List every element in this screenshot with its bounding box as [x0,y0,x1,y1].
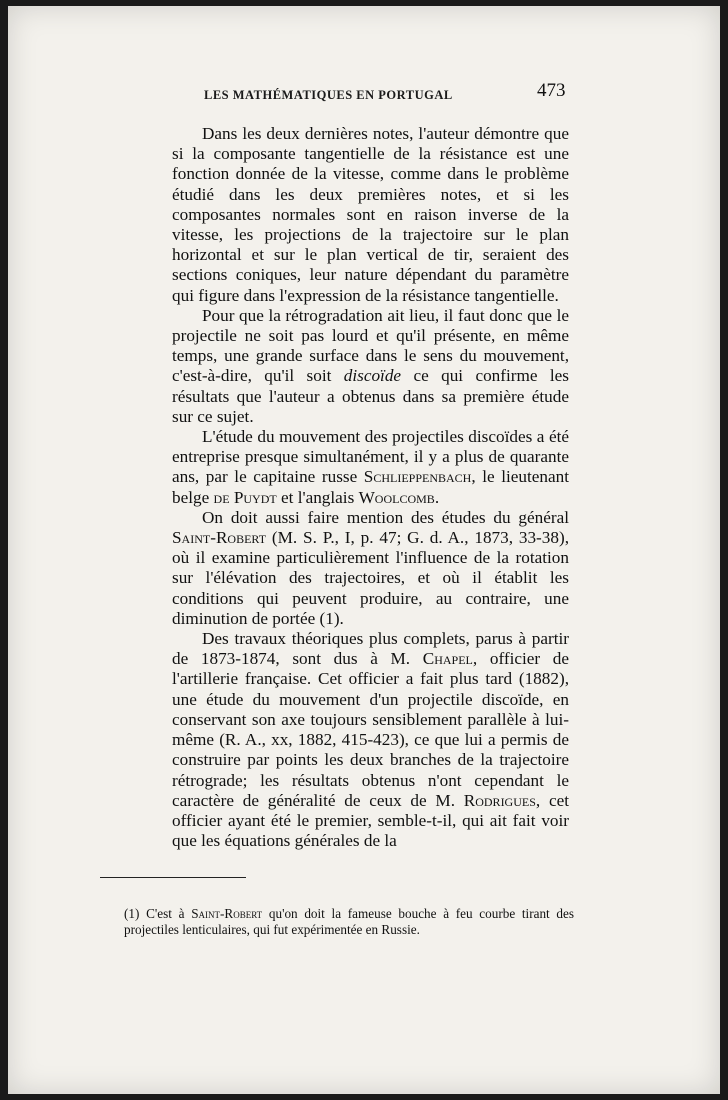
paragraph-1 [172,124,569,306]
footnote-text-a: C'est à [139,906,192,921]
page-number: 473 [537,80,566,101]
person-name: Woolcomb [358,487,435,507]
footnote-marker: (1) [124,906,140,921]
footnote [114,906,574,938]
paragraph-3 [172,427,569,508]
paragraph-2 [172,306,569,427]
paragraph-5-text-b: , officier de l'artillerie française. Cet officier a fait plus tard (1882), une étude du mouvement d'un projectile discoïde, en conservant son axe toujours sensiblement parallèle à lui-même (R. A., xx, 1882, 415-423), ce que lui a permis de construire par points les deux branches de la trajectoire rétrograde; les résultats obtenus n'ont cependant le caractère de généralité de ceux de M. [172,649,570,810]
running-title: LES MATHÉMATIQUES EN PORTUGAL [204,88,453,102]
running-head [0,80,728,110]
paragraph-5-text-c: , cet officier ayant été le premier, semble-t-il, qui ait fait voir que les équations générales de la [172,790,569,851]
person-name: Saint-Robert [172,528,267,548]
paragraph-3-text-a: L'étude du mouvement des projectiles discoïdes a été entreprise presque simultanément, il y a plus de quarante ans, par le capitaine russe [172,427,569,487]
footnote-divider [100,877,246,878]
paragraph-3-text-d: . [434,487,440,507]
paragraph-2-text-b: ce qui confirme les résultats que l'auteur a obtenus dans sa première étude sur ce sujet. [172,366,569,426]
italic-term: discoïde [343,366,402,386]
paragraph-3-text-b: , le lieutenant belge [172,467,569,507]
paragraph-4 [172,508,569,629]
paragraph-2-text-a: Pour que la rétrogradation ait lieu, il faut donc que le projectile ne soit pas lourd et qu'il présente, en même temps, une grande surface dans le sens du mouvement, c'est-à-dire, qu'il soit [172,305,569,386]
footnote-text [114,906,574,938]
paragraph-3-text-c: et l'anglais [276,487,359,507]
paragraph-5 [172,629,569,851]
person-name: Schlieppenbach [363,467,472,487]
paragraph-5-text-a: Des travaux théoriques plus complets, parus à partir de 1873-1874, sont dus à M. [172,629,569,669]
body-text [172,124,569,851]
paragraph-4-text-a: On doit aussi faire mention des études du général [202,507,569,527]
person-name: de Puydt [213,487,277,507]
person-name: Chapel [422,649,473,669]
paragraph-4-text-b: (M. S. P., I, p. 47; G. d. A., 1873, 33-38), où il examine particulièrement l'influence de la rotation sur l'élévation des trajectoires, et où il établit les conditions qui peuvent produire, au contraire, une diminution de portée (1). [172,528,569,628]
footnote-text-b: qu'on doit la fameuse bouche à feu courbe tirant des projectiles lenticulaires, qui fut expérimentée en Russie. [124,906,574,937]
person-name: Rodrigues [463,790,536,810]
person-name: Saint-Robert [191,906,263,921]
paragraph-1-text: Dans les deux dernières notes, l'auteur démontre que si la composante tangentielle de la résistance est une fonction donnée de la vitesse, comme dans le problème étudié dans les deux premières notes, et si les composantes normales sont en raison inverse de la vitesse, les projections de la trajectoire sur le plan horizontal et sur le plan vertical de tir, seraient des sections coniques, leur nature dépendant du paramètre qui figure dans l'expression de la résistance tangentielle. [172,124,569,305]
